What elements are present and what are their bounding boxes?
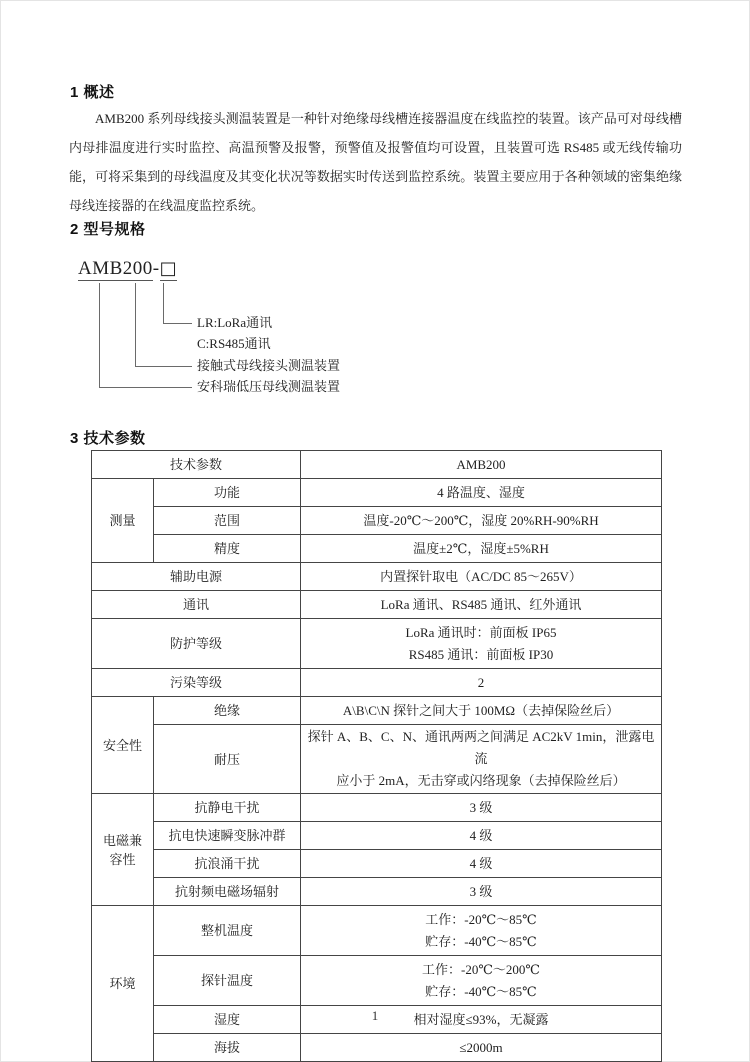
cell-insulation-label: 绝缘 xyxy=(154,697,301,725)
cell-unit-temp-value xyxy=(301,906,662,956)
diagram-line-comm-horizontal xyxy=(163,323,192,324)
cell-withstand-value xyxy=(301,725,662,794)
cell-accuracy-label: 精度 xyxy=(154,535,301,563)
cell-rf-value: 3 级 xyxy=(301,878,662,906)
diagram-label-contact: 接触式母线接头测温装置 xyxy=(197,358,341,373)
table-row-range xyxy=(92,507,662,535)
page-number: 1 xyxy=(371,1008,379,1023)
cell-communication-label: 通讯 xyxy=(92,591,301,619)
cell-group-safety: 安全性 xyxy=(92,697,154,794)
table-row-rf xyxy=(92,878,662,906)
cell-surge-label: 抗浪涌干扰 xyxy=(154,850,301,878)
cell-altitude-value: ≤2000m xyxy=(301,1034,662,1062)
cell-withstand-label: 耐压 xyxy=(154,725,301,794)
cell-surge-value: 4 级 xyxy=(301,850,662,878)
model-code-mid: 200 xyxy=(122,258,153,279)
diagram-label-brand: 安科瑞低压母线测温装置 xyxy=(197,379,341,394)
cell-range-label: 范围 xyxy=(154,507,301,535)
protection-value-line1: LoRa 通讯时：前面板 IP65 xyxy=(405,624,557,640)
cell-protection-value xyxy=(301,619,662,669)
cell-pollution-value: 2 xyxy=(301,669,662,697)
table-row-pollution xyxy=(92,669,662,697)
section-heading-specs: 3 技术参数 xyxy=(70,430,146,447)
cell-eft-label: 抗电快速瞬变脉冲群 xyxy=(154,822,301,850)
diagram-line-contact-horizontal xyxy=(135,366,192,367)
protection-value-line2: RS485 通讯：前面板 IP30 xyxy=(408,646,554,662)
table-row-esd xyxy=(92,794,662,822)
section-heading-overview: 1 概述 xyxy=(70,84,115,101)
probe-temp-line1: 工作：-20℃～200℃ xyxy=(422,961,540,977)
table-row-accuracy xyxy=(92,535,662,563)
table-row-header xyxy=(92,451,662,479)
probe-temp-line2: 贮存：-40℃～85℃ xyxy=(425,983,537,999)
cell-communication-value: LoRa 通讯、RS485 通讯、红外通讯 xyxy=(301,591,662,619)
table-row-aux-power xyxy=(92,563,662,591)
cell-pollution-label: 污染等级 xyxy=(92,669,301,697)
cell-altitude-label: 海拔 xyxy=(154,1034,301,1062)
cell-aux-power-label: 辅助电源 xyxy=(92,563,301,591)
cell-insulation-value: A\B\C\N 探针之间大于 100MΩ（去掉保险丝后） xyxy=(301,697,662,725)
cell-header-value: AMB200 xyxy=(301,451,662,479)
overview-paragraph: AMB200 系列母线接头测温装置是一种针对绝缘母线槽连接器温度在线监控的装置。该产品可对母线槽内母排温度进行实时监控、高温预警及报警，预警值及报警值均可设置，且装置可选 RS485 或无线传输功能，可将采集到的母线温度及其变化状况等数据实时传送到监控系统。装置主要应用于各种领域的密集绝缘母线连接器的在线温度监控系统。 xyxy=(69,111,682,213)
diagram-line-brand-vertical xyxy=(99,283,100,387)
table-row-unit-temp xyxy=(92,906,662,956)
table-row-altitude xyxy=(92,1034,662,1062)
model-code-option-box: □ xyxy=(159,258,178,279)
cell-rf-label: 抗射频电磁场辐射 xyxy=(154,878,301,906)
cell-range-value: 温度-20℃～200℃，湿度 20%RH-90%RH xyxy=(301,507,662,535)
cell-humidity-label: 湿度 xyxy=(154,1006,301,1034)
cell-esd-label: 抗静电干扰 xyxy=(154,794,301,822)
unit-temp-line1: 工作：-20℃～85℃ xyxy=(425,911,537,927)
model-code-separator: - xyxy=(152,258,160,279)
unit-temp-line2: 贮存：-40℃～85℃ xyxy=(425,933,537,949)
diagram-label-comm-rs485: C:RS485通讯 xyxy=(197,336,271,351)
cell-probe-temp-label: 探针温度 xyxy=(154,956,301,1006)
cell-function-value: 4 路温度、湿度 xyxy=(301,479,662,507)
cell-unit-temp-label: 整机温度 xyxy=(154,906,301,956)
table-row-insulation xyxy=(92,697,662,725)
spec-table xyxy=(91,450,662,1062)
table-row-protection xyxy=(92,619,662,669)
cell-function-label: 功能 xyxy=(154,479,301,507)
table-row-eft xyxy=(92,822,662,850)
table-row-surge xyxy=(92,850,662,878)
cell-aux-power-value: 内置探针取电（AC/DC 85～265V） xyxy=(301,563,662,591)
cell-protection-label: 防护等级 xyxy=(92,619,301,669)
cell-humidity-value: 相对湿度≤93%，无凝露 xyxy=(301,1006,662,1034)
cell-group-measure: 测量 xyxy=(92,479,154,563)
withstand-value-line2: 应小于 2mA，无击穿或闪络现象（去掉保险丝后） xyxy=(336,773,626,788)
table-row-function xyxy=(92,479,662,507)
cell-group-emc: 电磁兼容性 xyxy=(92,794,154,906)
table-row-withstand xyxy=(92,725,662,794)
diagram-line-comm-vertical xyxy=(163,283,164,323)
cell-header-label: 技术参数 xyxy=(92,451,301,479)
cell-probe-temp-value xyxy=(301,956,662,1006)
table-row-communication xyxy=(92,591,662,619)
diagram-label-comm-lora: LR:LoRa通讯 xyxy=(197,315,273,330)
cell-eft-value: 4 级 xyxy=(301,822,662,850)
model-code-prefix: AMB xyxy=(78,258,123,279)
cell-group-environment: 环境 xyxy=(92,906,154,1062)
cell-esd-value: 3 级 xyxy=(301,794,662,822)
model-code xyxy=(78,256,177,281)
diagram-line-contact-vertical xyxy=(135,283,136,366)
withstand-value-line1: 探针 A、B、C、N、通讯两两之间满足 AC2kV 1min，泄露电流 xyxy=(307,729,655,766)
diagram-line-brand-horizontal xyxy=(99,387,192,388)
section-heading-model: 2 型号规格 xyxy=(70,221,146,238)
table-row-probe-temp xyxy=(92,956,662,1006)
cell-accuracy-value: 温度±2℃，湿度±5%RH xyxy=(301,535,662,563)
